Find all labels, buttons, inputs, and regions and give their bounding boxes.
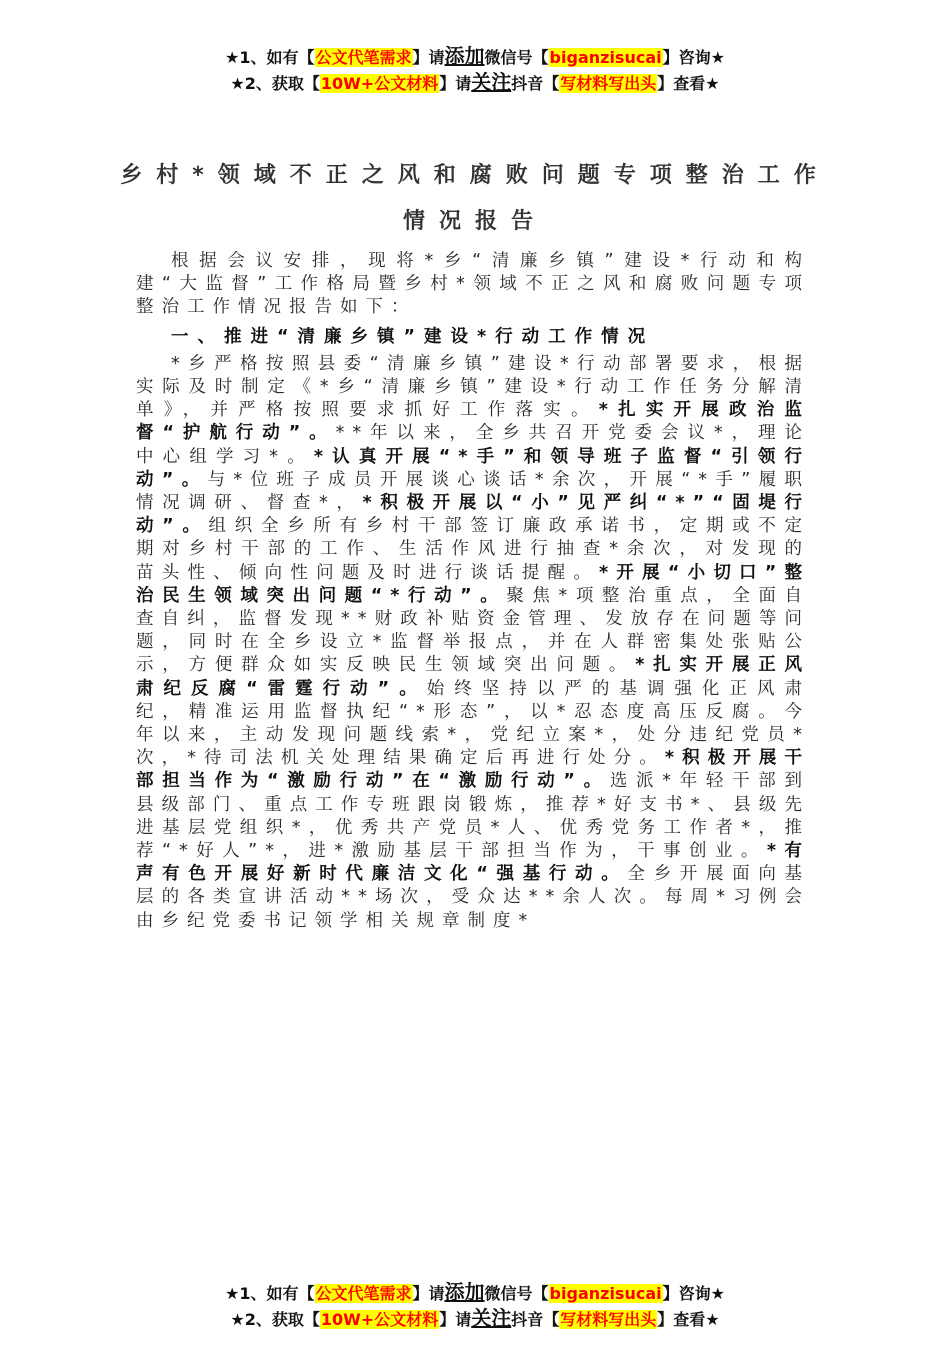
document-title-line-1: 乡村*领域不正之风和腐败问题专项整治工作 <box>120 163 830 188</box>
intro-paragraph: 根据会议安排，现将*乡“清廉乡镇”建设*行动和构建“大监督”工作格局暨乡村*领域不正之风和腐败问题专项整治工作情况报告如下： <box>136 251 810 318</box>
top-banner <box>0 44 950 96</box>
banner-line-2: ★2、获取【10W+公文材料】请关注抖音【写材料写出头】查看★ <box>230 70 720 94</box>
banner-line-1-bottom: ★1、如有【公文代笔需求】请添加微信号【biganzisucai】咨询★ <box>225 1280 725 1304</box>
document-body <box>136 250 810 933</box>
highlight-wechat-id: biganzisucai <box>549 1284 662 1303</box>
banner-line-2-bottom: ★2、获取【10W+公文材料】请关注抖音【写材料写出头】查看★ <box>230 1306 720 1330</box>
highlight-service: 公文代笔需求 <box>315 1284 412 1303</box>
highlight-douyin-id: 写材料写出头 <box>560 74 657 93</box>
highlight-materials: 10W+公文材料 <box>320 1310 439 1329</box>
highlight-wechat-id: biganzisucai <box>549 48 662 67</box>
document-title-line-2: 情况报告 <box>402 209 547 234</box>
bottom-banner <box>0 1280 950 1332</box>
banner-line-1: ★1、如有【公文代笔需求】请添加微信号【biganzisucai】咨询★ <box>225 44 725 68</box>
highlight-service: 公文代笔需求 <box>315 48 412 67</box>
highlight-materials: 10W+公文材料 <box>320 74 439 93</box>
highlight-douyin-id: 写材料写出头 <box>560 1310 657 1329</box>
section-1-paragraph: *乡严格按照县委“清廉乡镇”建设*行动部署要求，根据实际及时制定《*乡“清廉乡镇”建设*行动工作任务分解清单》，并严格按照要求抓好工作落实。*扎实开展政治监督“护航行动”。**年以来，全乡共召开党委会议*，理论中心组学习*。*认真开展“*手”和领导班子监督“引领行动”。与*位班子成员开展谈心谈话*余次，开展“*手”履职情况调研、督查*，*积极开展以“小”见严纠“*”“固堤行动”。组织全乡所有乡村干部签订廉政承诺书，定期或不定期对乡村干部的工作、生活作风进行抽查*余次，对发现的苗头性、倾向性问题及时进行谈话提醒。*开展“小切口”整治民生领域突出问题“*行动”。聚焦*项整治重点，全面自查自纠，监督发现**财政补贴资金管理、发放存在问题等问题，同时在全乡设立*监督举报点，并在人群密集处张贴公示，方便群众如实反映民生领域突出问题。*扎实开展正风肃纪反腐“雷霆行动”。始终坚持以严的基调强化正风肃纪，精准运用监督执纪“*形态”，以*忍态度高压反腐。今年以来，主动发现问题线索*，党纪立案*，处分违纪党员*次，*待司法机关处理结果确定后再进行处分。*积极开展干部担当作为“激励行动”在“激励行动”。选派*年轻干部到县级部门、重点工作专班跟岗锻炼，推荐*好支书*、县级先进基层党组织*，优秀共产党员*人、优秀党务工作者*，推荐“*好人”*，进*激励基层干部担当作为，干事创业。*有声有色开展好新时代廉洁文化“强基行动。全乡开展面向基层的各类宣讲活动**场次，受众达**余人次。每周*习例会由乡纪党委书记领学相关规章制度* <box>136 353 811 931</box>
section-heading-1: 一、推进“清廉乡镇”建设*行动工作情况 <box>171 326 655 347</box>
